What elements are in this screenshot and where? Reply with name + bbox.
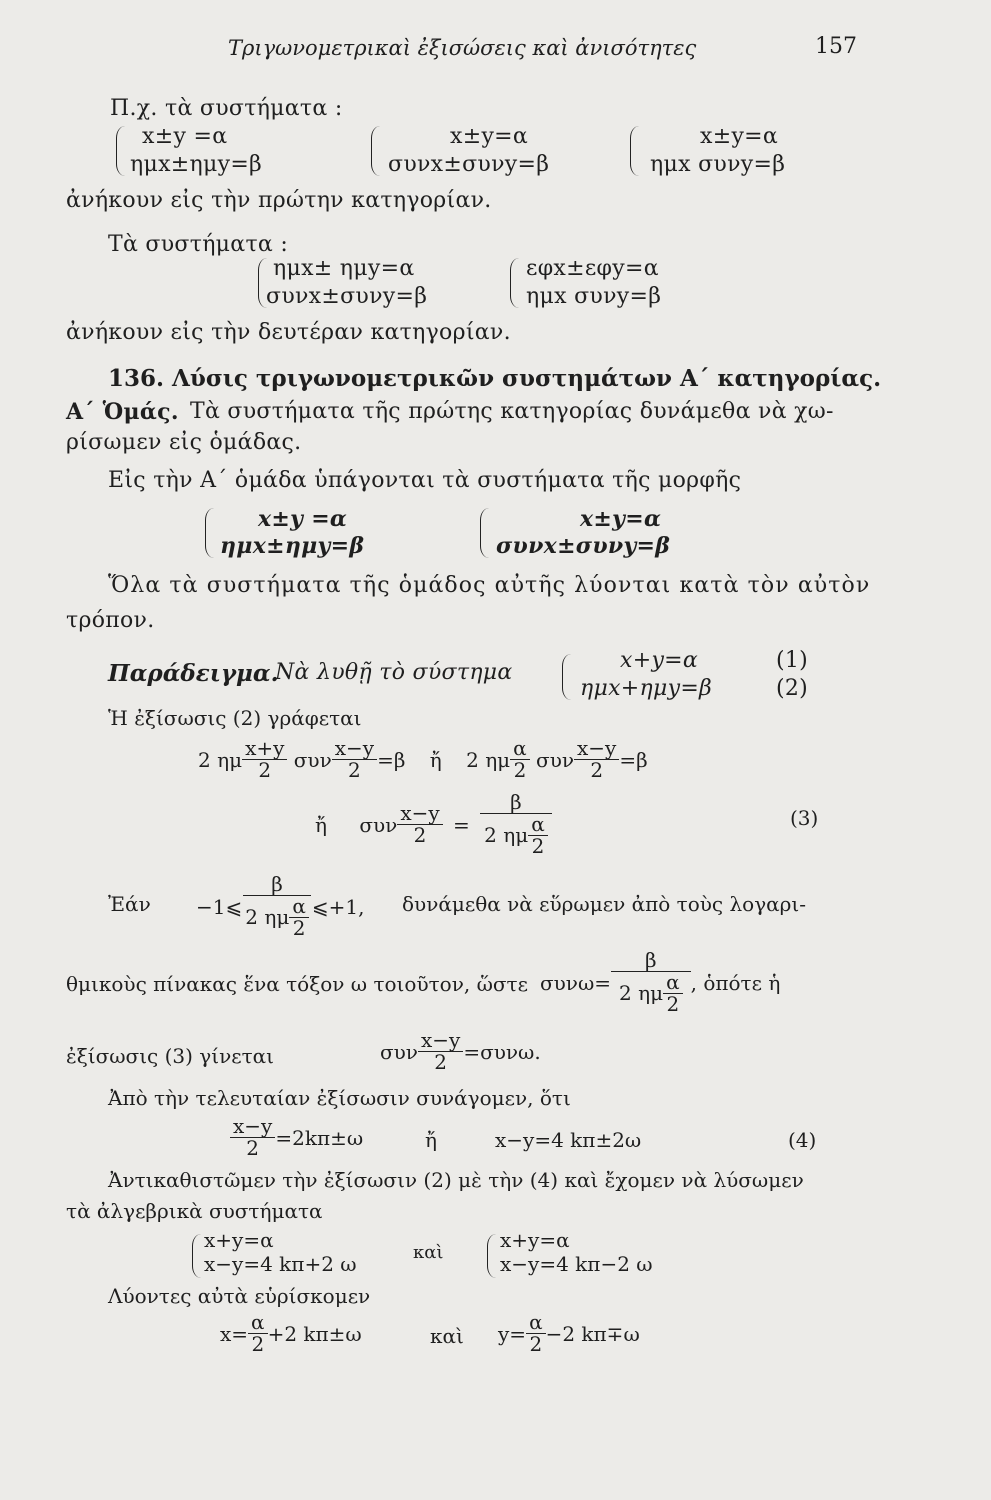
math-text: ἤ <box>315 812 327 837</box>
system-brace <box>630 126 640 176</box>
fraction: $\frac{x-y}{2}$ <box>418 1030 463 1073</box>
system-brace <box>192 1234 202 1278</box>
system-line: x−y=4 kπ+2 ω <box>204 1252 357 1276</box>
equation-number: (1) <box>776 648 809 673</box>
fraction: $\frac{x-y}{2}$ <box>574 738 619 781</box>
system-brace <box>371 126 381 176</box>
system-brace <box>510 258 520 308</box>
if-text: δυνάμεθα νὰ εὕρωμεν ἀπὸ τοὺς λογαρι- <box>402 892 807 916</box>
system-line: εφx±εφy=α <box>526 256 659 281</box>
math-text: = <box>453 812 470 837</box>
system-line: ημx συνy=β <box>650 152 786 177</box>
transformed-equation <box>198 738 648 781</box>
system-line: συνx±συνy=β <box>266 284 428 309</box>
system-brace <box>205 508 215 558</box>
example-text: Νὰ λυθῇ τὸ σύστημα <box>275 660 513 685</box>
system-line: ημx±ημy=β <box>220 533 365 559</box>
first-category-text: ἀνήκουν εἰς τὴν πρώτην κατηγορίαν. <box>66 188 492 213</box>
system-line: x±y =α <box>142 124 228 149</box>
and-text: καὶ <box>430 1324 464 1348</box>
group-text-line: ρίσωμεν εἰς ὁμάδας. <box>66 430 302 455</box>
math-text: συν <box>293 747 332 772</box>
conclude-text: Ἀπὸ τὴν τελευταίαν ἐξίσωσιν συνάγομεν, ὅτι <box>108 1086 571 1110</box>
system-line: x±y=α <box>700 124 779 149</box>
fraction: $\frac{\alpha}{2}$ <box>510 738 530 781</box>
math-text: =β <box>619 747 648 772</box>
system-line: ημx± ημy=α <box>273 256 415 281</box>
inequality <box>196 874 364 939</box>
intro-example-label: Π.χ. τὰ συστήματα : <box>110 96 343 121</box>
system-brace <box>116 126 126 176</box>
math-text: y= <box>498 1321 527 1346</box>
system-line: ημx±ημy=β <box>130 152 263 177</box>
eq3-becomes-text: ἐξίσωσις (3) γίνεται <box>66 1044 275 1068</box>
equation-4 <box>230 1116 363 1159</box>
all-systems-line: Ὅλα τὰ συστήματα τῆς ὁμάδος αὐτῆς λύονται κατὰ τὸν αὐτὸν <box>108 573 871 598</box>
math-text: =συνω. <box>463 1039 541 1064</box>
second-category-text: ἀνήκουν εἰς τὴν δευτέραν κατηγορίαν. <box>66 320 511 345</box>
math-text: συνω= <box>540 970 612 995</box>
math-text: =2kπ±ω <box>275 1125 364 1150</box>
equation-3 <box>315 792 552 857</box>
math-text: συν <box>359 812 398 837</box>
group-a-text: Εἰς τὴν Α΄ ὁμάδα ὑπάγονται τὰ συστήματα τῆς μορφῆς <box>108 468 742 493</box>
math-text: , ὁπότε ἡ <box>690 970 781 995</box>
solution-y <box>498 1312 640 1355</box>
equation-number: (3) <box>790 806 819 830</box>
replace-text-line: τὰ ἀλγεβρικὰ συστήματα <box>66 1199 323 1223</box>
fraction: $\frac{\alpha}{2}$ <box>526 1312 546 1355</box>
math-text: συν <box>380 1039 418 1064</box>
system-line: x+y=α <box>204 1228 274 1252</box>
fraction: $\frac{\alpha}{2}$ <box>248 1312 268 1355</box>
equation-1: x+y=α <box>620 648 699 673</box>
fraction: $\frac{x+y}{2}$ <box>242 738 287 781</box>
solution-x <box>220 1312 362 1355</box>
math-text: =β <box>377 747 406 772</box>
system-line: x−y=4 kπ−2 ω <box>500 1252 653 1276</box>
math-text: +2 kπ±ω <box>267 1321 362 1346</box>
fraction: β 2 ημ $\frac{\alpha}{2}$ <box>480 792 552 857</box>
math-text: −2 kπ∓ω <box>545 1321 640 1346</box>
equation-number: (4) <box>788 1128 817 1152</box>
fraction: $\frac{x-y}{2}$ <box>332 738 377 781</box>
group-label: Α΄ Ὁμάς. <box>66 399 179 425</box>
math-text: x= <box>220 1321 249 1346</box>
fraction: β 2 ημ $\frac{\alpha}{2}$ <box>242 874 312 939</box>
system-line: συνx±συνy=β <box>496 533 671 559</box>
systems-label: Τὰ συστήματα : <box>108 232 289 257</box>
system-brace <box>480 508 490 558</box>
math-text: ἤ <box>429 747 442 772</box>
math-text: 2 ημ <box>198 747 243 772</box>
math-text: −1⩽ <box>196 894 243 919</box>
equation-number: (2) <box>776 676 809 701</box>
math-text: ⩽+1, <box>311 894 365 919</box>
system-line: συνx±συνy=β <box>388 152 550 177</box>
group-text-line: Τὰ συστήματα τῆς πρώτης κατηγορίας δυνάμεθα νὰ χω- <box>190 399 834 424</box>
example-label: Παράδειγμα. <box>108 660 279 687</box>
math-text: 2 ημ <box>466 747 511 772</box>
if-label: Ἐάν <box>108 892 151 916</box>
system-line: x±y=α <box>450 124 529 149</box>
system-line: x±y =α <box>258 506 348 532</box>
and-text: καὶ <box>413 1242 444 1263</box>
equation-4-alt: x−y=4 kπ±2ω <box>495 1128 642 1152</box>
math-text: συν <box>536 747 575 772</box>
page-number: 157 <box>815 34 857 59</box>
system-brace <box>562 654 572 700</box>
system-brace <box>487 1234 497 1278</box>
all-systems-line: τρόπον. <box>66 608 155 633</box>
fraction: β 2 ημ $\frac{\alpha}{2}$ <box>611 950 691 1015</box>
replace-text-line: Ἀντικαθιστῶμεν τὴν ἐξίσωσιν (2) μὲ τὴν (4) καὶ ἔχομεν νὰ λύσωμεν <box>108 1168 804 1192</box>
syn-equals-syn-omega <box>380 1030 541 1073</box>
syn-omega-equation <box>540 950 780 1015</box>
solving-text: Λύοντες αὐτὰ εὑρίσκομεν <box>108 1284 371 1308</box>
running-header: Τριγωνομετρικαὶ ἐξισώσεις καὶ ἀνισότητες <box>228 36 697 60</box>
section-heading: 136. Λύσις τριγωνομετρικῶν συστημάτων Α΄ κατηγορίας. <box>108 365 882 392</box>
system-line: x±y=α <box>580 506 662 532</box>
system-line: x+y=α <box>500 1228 570 1252</box>
system-line: ημx συνy=β <box>526 284 662 309</box>
fraction: $\frac{x-y}{2}$ <box>230 1116 275 1159</box>
eq2-writes-text: Ἡ ἐξίσωσις (2) γράφεται <box>108 706 362 730</box>
fraction: $\frac{x-y}{2}$ <box>397 803 442 846</box>
tables-text: θμικοὺς πίνακας ἕνα τόξον ω τοιοῦτον, ὥστε <box>66 972 528 996</box>
equation-2: ημx+ημy=β <box>580 676 713 701</box>
or-text: ἤ <box>425 1128 437 1152</box>
